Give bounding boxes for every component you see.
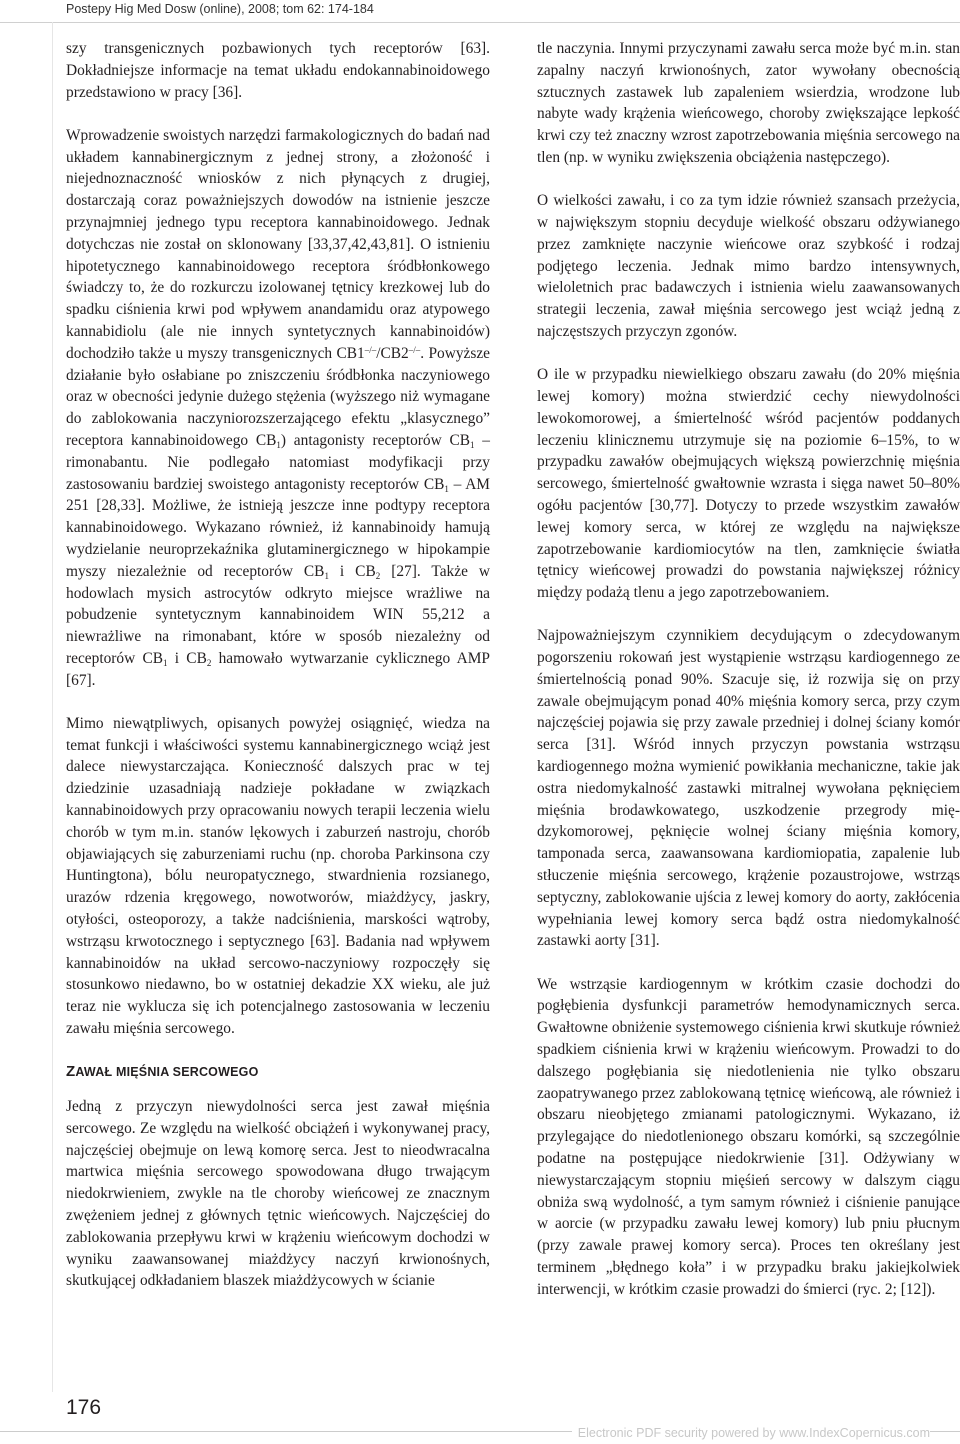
page-number: 176 <box>66 1396 102 1419</box>
paragraph: Jedną z przyczyn niewydolności serca jest zawał mięśnia sercowego. Ze względu na wielkość obciążeń i wykonywanej pracy, najczęściej obejmuje on lewą komorę serca. Jest to nieodwracalna martwica mięśnia sercowego spowodowana długo trwającym niedokrwieniem, zwykle na tle choroby wieńcowej ze znacznym zwężeniem jednej z głównych tętnic wieńcowych. Najczęściej do zablokowania przepływu krwi w krążeniu wieńcowym dochodzi w wyniku zaawansowanej miażdżycy naczyń krwionośnych, skutkującej odkładaniem blaszek miażdżycowych w ścianie <box>66 1098 490 1290</box>
paragraph: Mimo niewątpliwych, opisanych powyżej osiągnięć, wiedza na temat funkcji i właściwości systemu kannabinergicznego wciąż jest dalece niewystarczająca. Konieczność dalszych prac w tej dziedzinie uzasadniają nadzieje pokładane w związkach kannabinoidowych przy opracowaniu nowych terapii leczenia wielu chorób w tym m.in. stanów lękowych i zaburzeń nastroju, chorób objawiających się zaburzeniami ruchu (np. choroba Parkinsona czy Huntingtona), bólu neuropatycznego, stwardnienia rozsianego, urazów rdzenia kręgowego, nowotworów, miażdżycy, jaskry, otyłości, osteoporozy, a także nadciśnienia, marskości wątroby, wstrząsu krwotocznego i septycznego [63]. Badania nad wpływem kannabinoidów na układ sercowo-naczyniowy rozpoczęły się stosunkowo niedawno, bo w ostatniej dekadzie XX wieku, ale już teraz nie wyklucza się ich potencjalnego zastosowania w leczeniu zawału mięśnia sercowego. <box>66 714 490 1038</box>
paragraph: szy transgenicznych pozbawionych tych receptorów [63]. Dokładniejsze informacje na temat układu endokannabinoidowego przedstawiono w pracy [36]. <box>66 40 490 101</box>
margin-rule <box>52 22 53 1392</box>
left-column <box>66 38 490 1292</box>
journal-citation: Postepy Hig Med Dosw (online), 2008; tom 62: 174-184 <box>66 2 374 16</box>
paragraph: We wstrząsie kardiogennym w krótkim czasie dochodzi do pogłębienia dysfunkcji parametrów hemodynamicznych serca. Gwałtowne obniżenie systemowego ciśnienia krwi skutkuje również spadkiem ciśnienia krwi w krążeniu wieńcowym. Prowadzi to do dalszego pogłębiania się niedotlenienia nie tylko obszaru zaopatrywanego przez zablokowaną tętnicę wieńcową, ale również i obszaru nieobjętego zmianami patologicznymi. Wykazano, iż przylegające do niedotlenionego obszaru komórki, są szczególnie podatne na postępujące niedokrwienie [31]. Odżywiany w niewystarczającym stopniu mięśień sercowy w dalszym ciągu obniża swą wydolność, a tym samym również i ciśnienie panujące w aorcie (w przypadku zawału lewej komory) lub pniu płucnym (przy zawale prawej komory serca). Proces ten określany jest terminem „błędnego koła” i w przypadku braku jakiejkolwiek interwencji, w krótkim czasie prowadzi do śmierci (ryc. 2; [12]). <box>537 975 960 1298</box>
paragraph: O ile w przypadku niewielkiego obszaru zawału (do 20% mięśnia lewej komory) można stwierdzić cechy niewydolności lewokomorowej, a śmiertelność wśród pacjentów poddanych leczeniu klinicznemu utrzymuje się na poziomie 6–15%, to w przypadku zawałów obejmujących większą powierzchnię mięśnia sercowego, śmiertelność gwałtownie wzrasta i sięga nawet 50–80% ogółu pacjentów [30,77]. Dotyczy to przede wszystkim zawałów lewej komory serca, w której ze względu na największe zapotrzebowanie kardiomiocytów na tlen, zamknięcie światła tętnicy wieńcowej prowadzi do powstania największej różnicy między podażą tlenu a jego zapotrzebowaniem. <box>537 366 960 602</box>
paragraph: Najpoważniejszym czynnikiem decydującym o zdecydowanym pogorszeniu rokowań jest wystąpienie wstrząsu kardiogennego ze śmiertelnością ponad 90%. Szacuje się, iż rozwija się on przy zawale obejmującym ponad 40% mięśnia komory serca, przy czym najczęściej pojawia się przy zawale przedniej i dolnej ściany komór serca [31]. Wśród innych przyczyn powstania wstrząsu kardiogennego można wymienić powikłania mechaniczne, takie jak ostra niedomykalność zastawki mitralnej wywołana pęknięciem mięśnia brodawkowatego, uszkodzenie przegrody międzykomorowej, pęknięcie wolnej ściany mięśnia komory, tamponada serca, zaawansowana kardiomiopatia, zapalenie lub stłuczenie mięśnia sercowego, krążenie pozaustrojowe, wstrząs septyczny, zablokowanie ujścia z lewej komory do aorty, zakłócenia wypełniania lewej komory serca bądź ostra niedomykalność zastawki aorty [31]. <box>537 627 960 950</box>
paragraph: tle naczynia. Innymi przyczynami zawału serca może być m.in. stan zapalny naczyń krwionośnych, zator wywołany obecnością sztucznych zastawek lub zapaleniem wsierdzia, wrodzone lub nabyte wady krążenia wieńcowego, choroby zwiększające lepkość krwi czy też znaczny wzrost zapotrzebowania mięśnia sercowego na tlen (np. w wyniku zwiększenia obciążenia następczego). <box>537 40 960 166</box>
security-watermark: Electronic PDF security powered by www.IndexCopernicus.com <box>572 1426 930 1440</box>
right-column <box>537 38 960 1301</box>
section-heading: ZAWAŁ MIĘŚNIA SERCOWEGO <box>66 1063 259 1081</box>
paragraph: O wielkości zawału, i co za tym idzie również szansach przeżycia, w największym stopniu decyduje wielkość obszaru odżywianego przez zamknięte naczynie wieńcowe oraz szybkość i rodzaj podjętego leczenia. Jednak mimo bardzo intensywnych, wieloletnich prac badawczych i istnienia wielu zaawansowanych strategii leczenia, zawał mięśnia sercowego jest wciąż jedną z najczęstszych przyczyn zgonów. <box>537 192 960 340</box>
running-header <box>0 0 960 23</box>
paragraph: Wprowadzenie swoistych narzędzi farmakologicznych do badań nad układem kannabinergicznym z jednej strony, a złożoność i niejednoznaczność wniosków z nich płynących z drugiej, dostarczają coraz poważniejszych dowodów na istnienie jeszcze przynajmniej jednego typu receptora kannabinoidowego. Jednak dotychczas nie został on sklonowany [33,37,42,43,81]. O istnieniu hipotetycznego kannabinoidowego receptora śródbłonkowego świadczy to, że do rozkurczu izolowanej tętnicy krezkowej lub do spadku ciśnienia krwi pod wpływem anandamidu oraz atypowego kannabidiolu (ale nie innych syntetycznych kannabinoidów) dochodziło także u myszy transgenicznych CB1–/–/CB2–/–. Powyższe działanie było osłabiane po zniszczeniu śródbłonka naczyniowego oraz w obecności jedynie dużego stężenia (wyższego niż wymagane do zablokowania naczyniorozszerzającego efektu „klasycznego” receptora kannabinoidowego $CB_1$) antagonisty receptorów $CB_1$ – rimonabantu. Nie podlegało natomiast modyfikacji przy zastosowaniu bardziej swoistego antagonisty receptorów $CB_1$ – AM 251 [28,33]. Możliwe, że istnieją jeszcze inne podtypy receptora kannabinoidowego. Wykazano również, iż kannabinoidy hamują wydzielanie neuroprzekaźnika glutaminergicznego w hipokampie myszy niezależnie od receptorów $CB_1$ i $CB_2$ [27]. Także w hodowlach mysich astrocytów odkryto miejsce wrażliwe na pobudzenie syntetycznym kannabinoidem WIN 55,212 a niewrażliwe na rimonabant, które w sposób niezależny od receptorów $CB_1$ i $CB_2$ hamowało wytwarzanie cyklicznego AMP [67]. <box>66 126 490 689</box>
